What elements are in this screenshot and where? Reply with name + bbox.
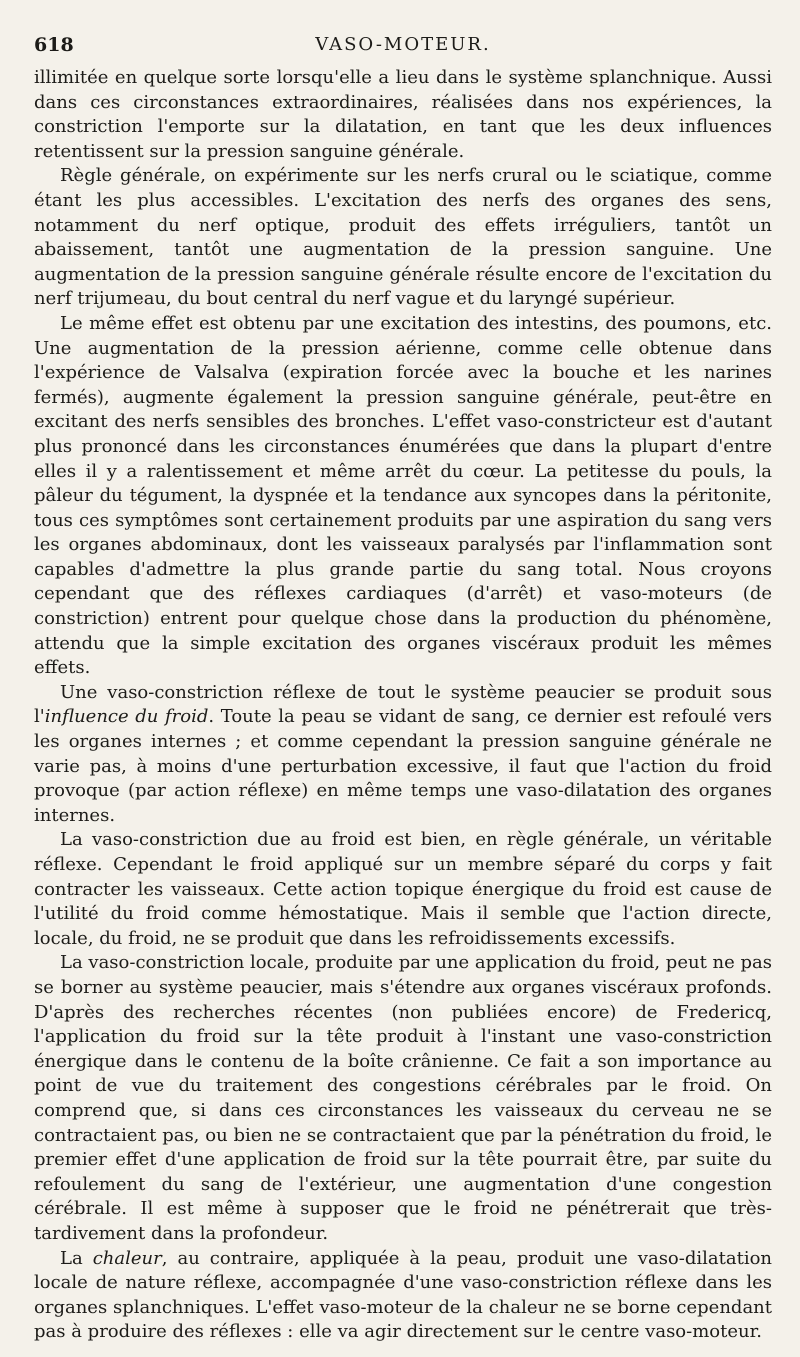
italic-term: chaleur	[92, 1247, 162, 1269]
paragraph: Une vaso-constriction réflexe de tout le système peaucier se produit sous l'influence du froid. Toute la peau se vidant de sang, ce dernier est refoulé vers les organes internes ; et comme cependant la pression sanguine générale ne varie pas, à moins d'une perturbation excessive, il faut que l'action du froid provoque (par action réflexe) en même temps une vaso-dilatation des organes internes.	[34, 681, 772, 826]
italic-term: influence du froid	[44, 706, 209, 728]
running-title: VASO-MOTEUR.	[315, 34, 491, 55]
paragraph: Règle générale, on expérimente sur les nerfs crural ou le sciatique, comme étant les plus accessibles. L'excitation des nerfs des organes des sens, notamment du nerf optique, produit des effets irréguliers, tantôt un abaissement, tantôt une augmentation de la pression sanguine. Une augmentation de la pression sanguine générale résulte encore de l'excitation du nerf trijumeau, du bout central du nerf vague et du laryngé supérieur.	[34, 165, 772, 310]
page-number: 618	[34, 34, 74, 56]
paragraph: La chaleur, au contraire, appliquée à la peau, produit une vaso-dilatation locale de nature réflexe, accompagnée d'une vaso-constriction réflexe dans les organes splanchniques. L'effet vaso-moteur de la chaleur ne se borne cependant pas à produire des réflexes : elle va agir directement sur le centre vaso-moteur.	[34, 1247, 772, 1343]
page-body	[34, 66, 772, 1345]
page-header	[34, 28, 772, 66]
paragraph: illimitée en quelque sorte lorsqu'elle a lieu dans le système splanchnique. Aussi dans ces circonstances extraordinaires, réalisées dans nos expériences, la constriction l'emporte sur la dilatation, en tant que les deux influences retentissent sur la pression sanguine générale.	[34, 67, 772, 162]
paragraph: La vaso-constriction locale, produite par une application du froid, peut ne pas se borner au système peaucier, mais s'étendre aux organes viscéraux profonds. D'après des recherches récentes (non publiées encore) de Fredericq, l'application du froid sur la tête produit à l'instant une vaso-constriction énergique dans le contenu de la boîte crânienne. Ce fait a son importance au point de vue du traitement des congestions cérébrales par le froid. On comprend que, si dans ces circonstances les vaisseaux du cerveau ne se contractaient pas, ou bien ne se contractaient que par la pénétration du froid, le premier effet d'une application de froid sur la tête pourrait être, par suite du refoulement du sang de l'extérieur, une augmentation d'une congestion cérébrale. Il est même à supposer que le froid ne pénétrerait que très-tardivement dans la profondeur.	[34, 952, 772, 1244]
paragraph: Le même effet est obtenu par une excitation des intestins, des poumons, etc. Une augmentation de la pression aérienne, comme celle obtenue dans l'expérience de Valsalva (expiration forcée avec la bouche et les narines fermés), augmente également la pression sanguine générale, peut-être en excitant des nerfs sensibles des bronches. L'effet vaso-constricteur est d'autant plus prononcé dans les circonstances énumérées que dans la plupart d'entre elles il y a ralentissement et même arrêt du cœur. La petitesse du pouls, la pâleur du tégument, la dyspnée et la tendance aux syncopes dans la péritonite, tous ces symptômes sont certainement produits par une aspiration du sang vers les organes abdominaux, dont les vaisseaux paralysés par l'inflammation sont capables d'admettre la plus grande partie du sang total. Nous croyons cependant que des réflexes cardiaques (d'arrêt) et vaso-moteurs (de constriction) entrent pour quelque chose dans la production du phénomène, attendu que la simple excitation des organes viscéraux produit les mêmes effets.	[34, 312, 772, 679]
paragraph: La vaso-constriction due au froid est bien, en règle générale, un véritable réflexe. Cependant le froid appliqué sur un membre séparé du corps y fait contracter les vaisseaux. Cette action topique énergique du froid est cause de l'utilité du froid comme hémostatique. Mais il semble que l'action directe, locale, du froid, ne se produit que dans les refroidissements excessifs.	[34, 829, 772, 949]
